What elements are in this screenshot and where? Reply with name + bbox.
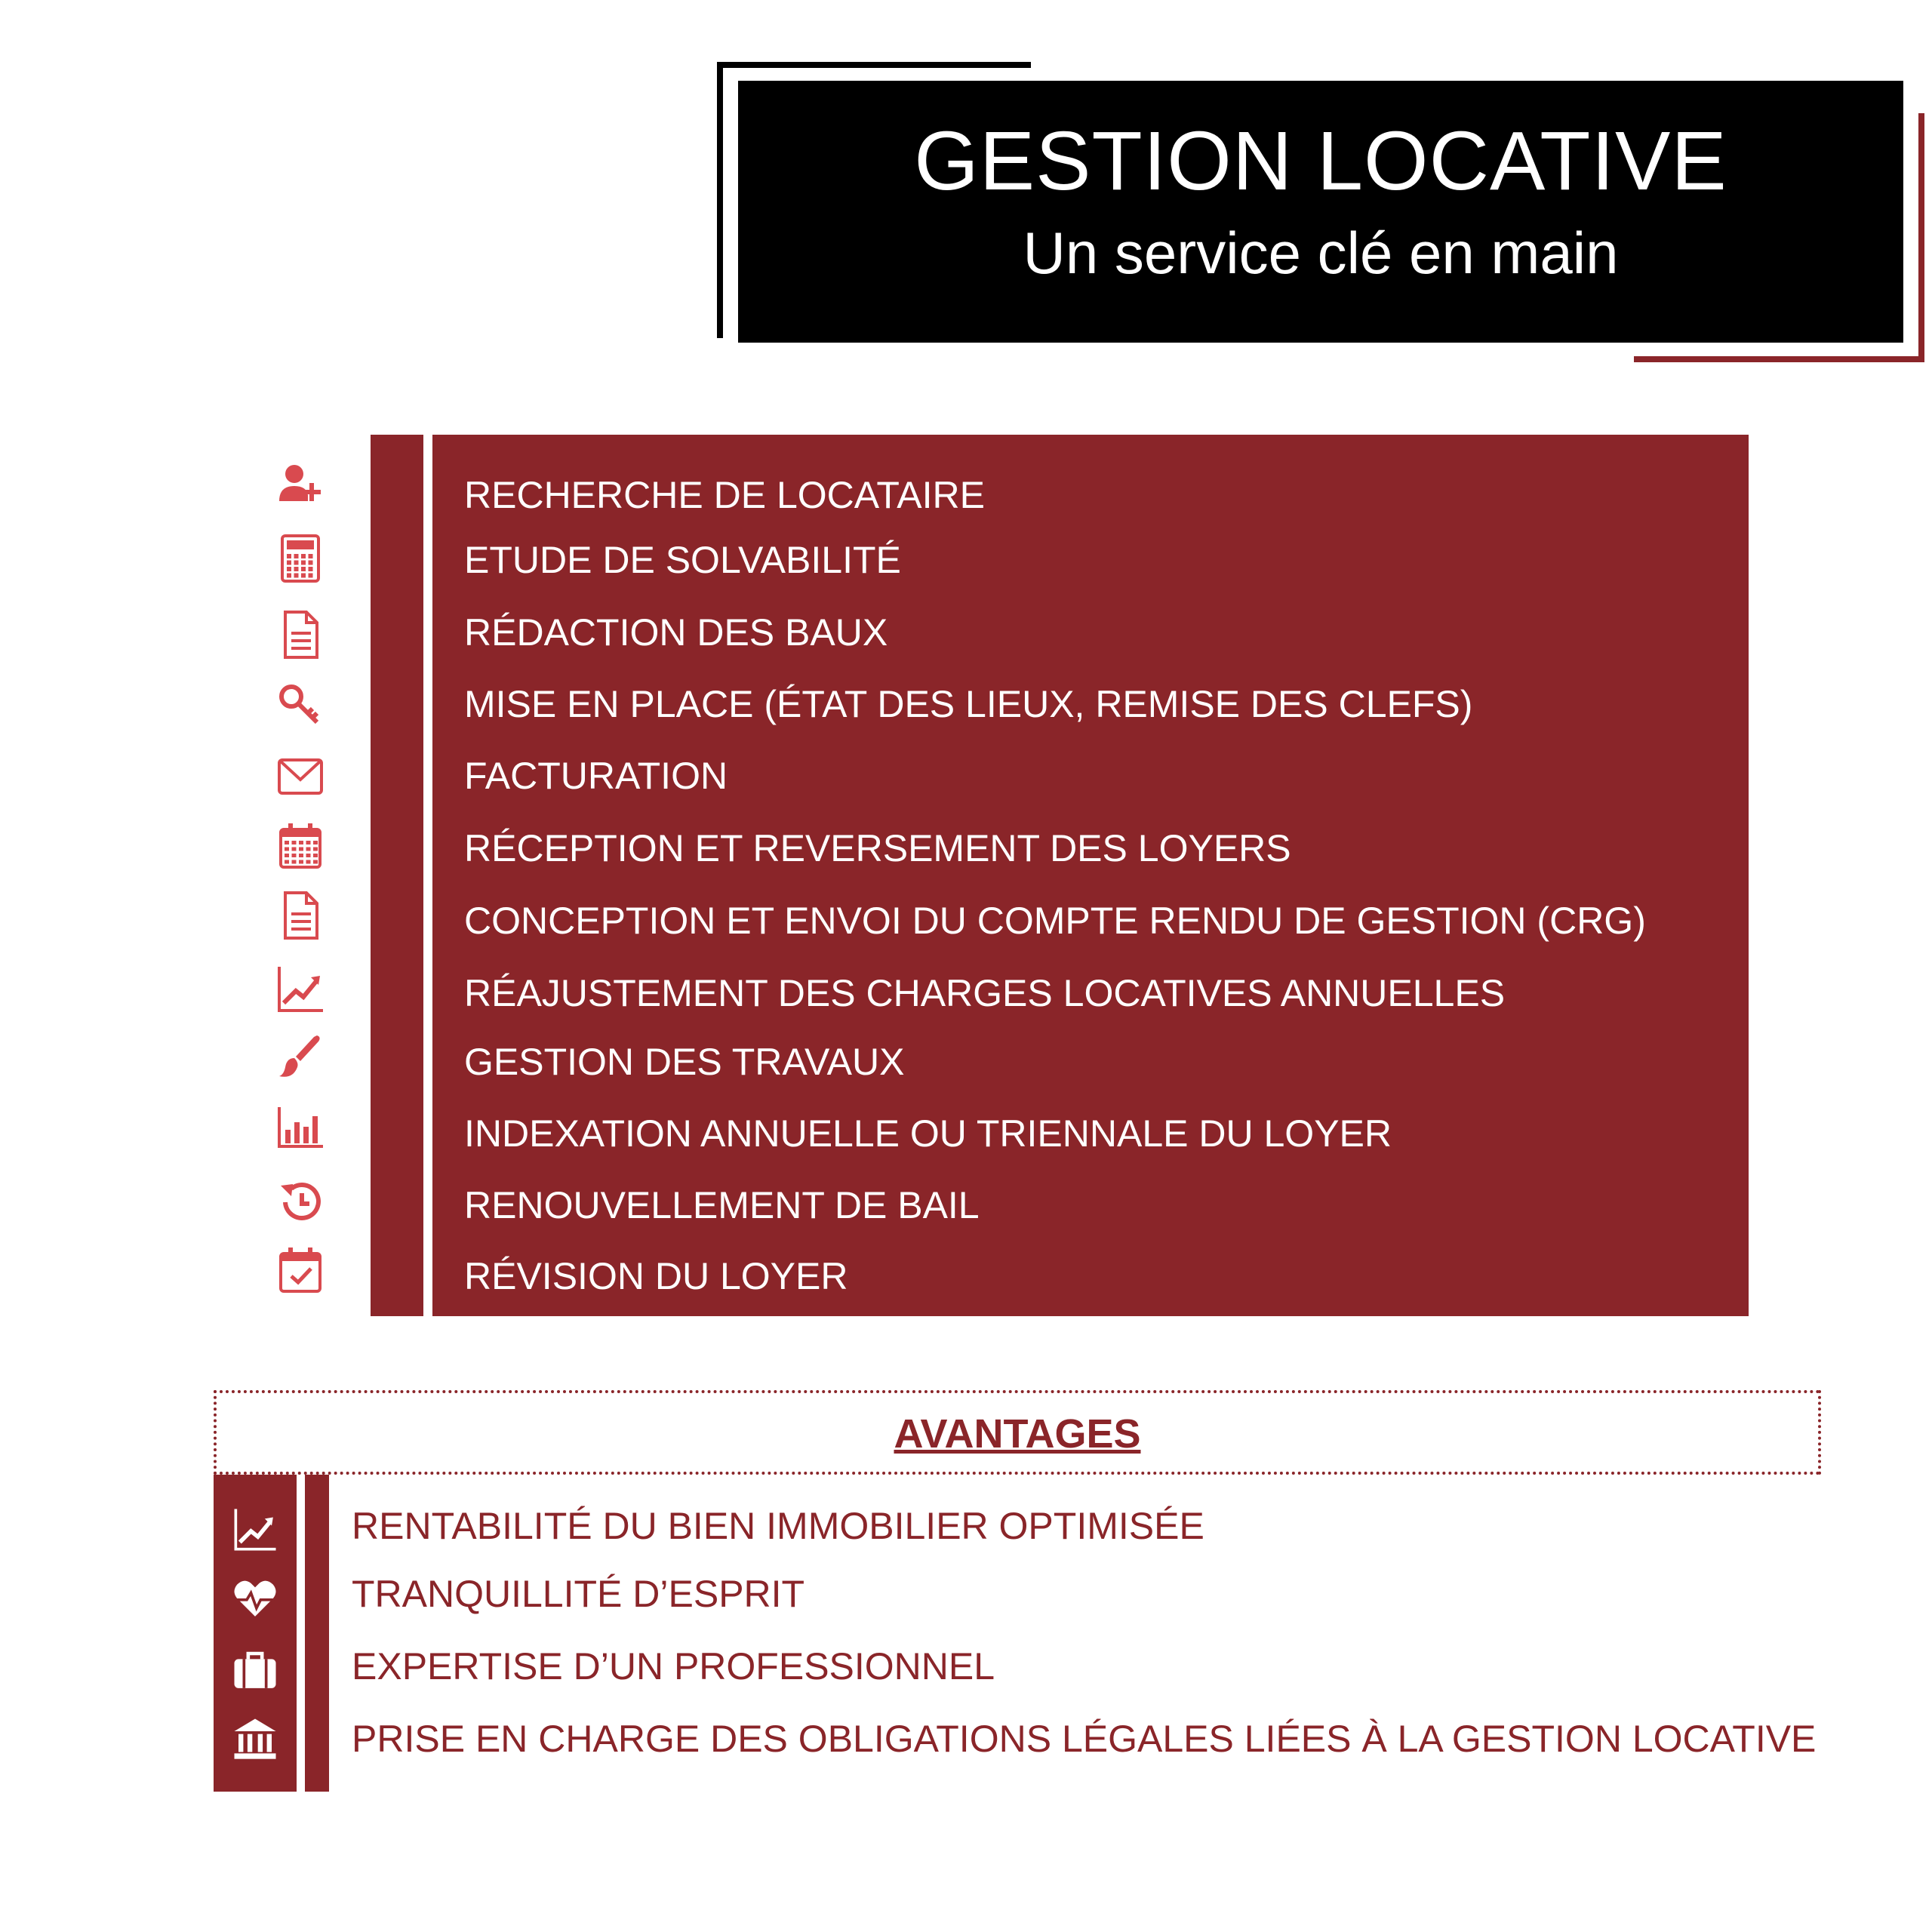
advantages-side-bar xyxy=(305,1475,329,1792)
history-icon xyxy=(270,1176,331,1229)
page-subtitle: Un service clé en main xyxy=(1023,220,1619,286)
document-icon xyxy=(270,608,331,661)
header-accent-right xyxy=(1918,113,1924,362)
services-side-bar xyxy=(371,435,423,1316)
paintbrush-icon xyxy=(270,1030,331,1083)
advantages-title: AVANTAGES xyxy=(894,1411,1141,1457)
service-item-label: FACTURATION xyxy=(464,755,728,797)
advantage-item-label: RENTABILITÉ DU BIEN IMMOBILIER OPTIMISÉE xyxy=(352,1505,1204,1547)
service-item-label: GESTION DES TRAVAUX xyxy=(464,1041,905,1083)
service-item-label: INDEXATION ANNUELLE OU TRIENNALE DU LOYER xyxy=(464,1112,1392,1155)
service-item-label: MISE EN PLACE (ÉTAT DES LIEUX, REMISE DES CLEFS) xyxy=(464,683,1473,725)
service-item-label: RECHERCHE DE LOCATAIRE xyxy=(464,474,985,516)
service-item-label: ETUDE DE SOLVABILITÉ xyxy=(464,539,901,581)
service-item-label: RÉDACTION DES BAUX xyxy=(464,611,888,654)
heartbeat-icon xyxy=(225,1572,285,1625)
calendar-icon xyxy=(270,820,331,872)
bank-icon xyxy=(225,1713,285,1766)
bar-chart-icon xyxy=(270,1100,331,1153)
calculator-icon xyxy=(270,532,331,585)
service-item-label: RÉVISION DU LOYER xyxy=(464,1255,848,1297)
advantage-item-label: PRISE EN CHARGE DES OBLIGATIONS LÉGALES LIÉES À LA GESTION LOCATIVE xyxy=(352,1718,1817,1760)
header-banner xyxy=(738,81,1903,343)
line-chart-icon xyxy=(270,963,331,1016)
service-item-label: RENOUVELLEMENT DE BAIL xyxy=(464,1184,980,1226)
page-title: GESTION LOCATIVE xyxy=(914,115,1727,208)
header-frame-left xyxy=(717,62,723,338)
envelope-icon xyxy=(270,750,331,803)
user-plus-icon xyxy=(270,458,331,511)
line-chart-icon xyxy=(225,1503,285,1556)
service-item-label: RÉCEPTION ET REVERSEMENT DES LOYERS xyxy=(464,827,1291,869)
service-item-label: RÉAJUSTEMENT DES CHARGES LOCATIVES ANNUELLES xyxy=(464,972,1506,1014)
advantages-header xyxy=(214,1390,1821,1475)
briefcase-icon xyxy=(225,1644,285,1697)
advantage-item-label: TRANQUILLITÉ D’ESPRIT xyxy=(352,1573,805,1615)
header-accent-bottom xyxy=(1634,356,1924,362)
header-frame-top xyxy=(717,62,1031,68)
key-icon xyxy=(270,679,331,732)
document-icon xyxy=(270,889,331,942)
advantage-item-label: EXPERTISE D’UN PROFESSIONNEL xyxy=(352,1645,995,1687)
service-item-label: CONCEPTION ET ENVOI DU COMPTE RENDU DE GESTION (CRG) xyxy=(464,900,1646,942)
calendar-check-icon xyxy=(270,1244,331,1297)
